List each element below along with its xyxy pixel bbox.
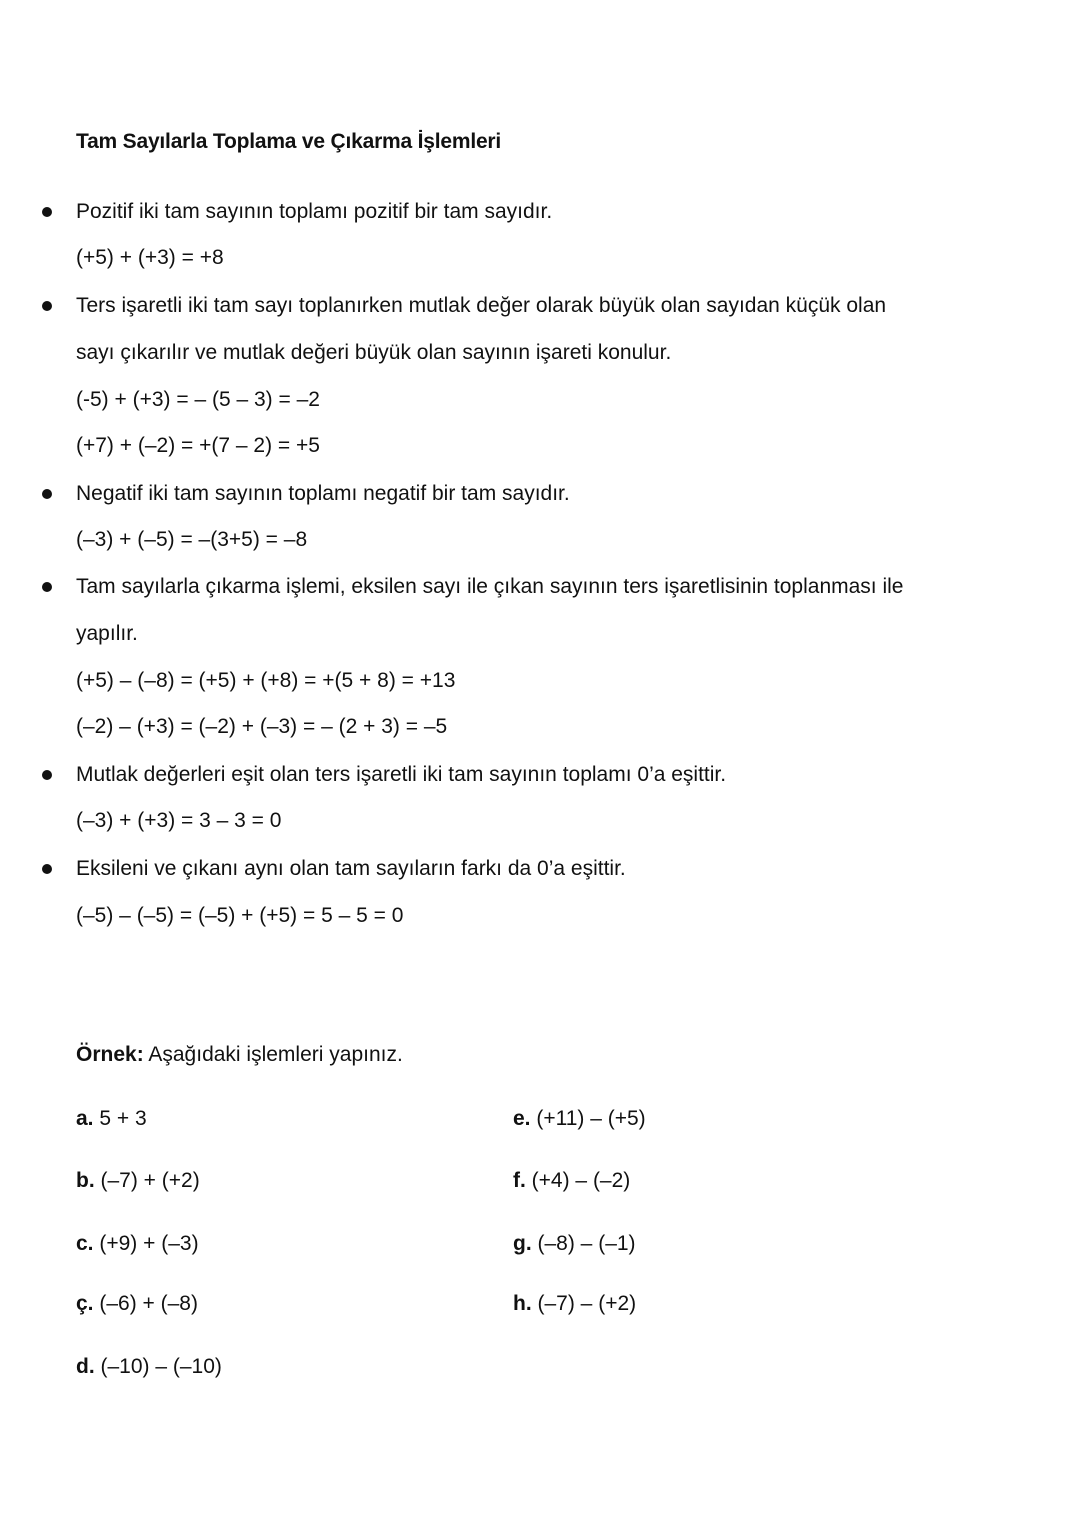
rule-text: yapılır. [76, 622, 138, 645]
exercise-letter: g. [513, 1232, 532, 1255]
exercise-expression: (+9) + (–3) [93, 1232, 199, 1255]
rule-example: (–2) – (+3) = (–2) + (–3) = – (2 + 3) = –5 [76, 715, 448, 738]
exercise-expression: (–6) + (–8) [93, 1292, 198, 1315]
rule-text: Mutlak değerleri eşit olan ters işaretli iki tam sayının toplamı 0’a eşittir. [76, 763, 727, 786]
rule-example: (–3) + (+3) = 3 – 3 = 0 [76, 809, 282, 832]
rule-text: sayı çıkarılır ve mutlak değeri büyük olan sayının işareti konulur. [76, 341, 672, 364]
page-title: Tam Sayılarla Toplama ve Çıkarma İşlemleri [76, 130, 502, 153]
exercise-expression: (–8) – (–1) [531, 1232, 636, 1255]
exercise-item [513, 1230, 636, 1258]
rule-example: (+5) + (+3) = +8 [76, 246, 224, 269]
exercise-expression: (–7) + (+2) [94, 1169, 200, 1192]
exercise-expression: (–7) – (+2) [531, 1292, 637, 1315]
rule-example: (+7) + (–2) = +(7 – 2) = +5 [76, 434, 320, 457]
bullet-icon [42, 582, 52, 592]
exercise-letter: d. [76, 1355, 95, 1378]
rule-text: Negatif iki tam sayının toplamı negatif bir tam sayıdır. [76, 482, 570, 505]
bullet-icon [42, 864, 52, 874]
exercise-item [76, 1290, 198, 1318]
rule-text: Pozitif iki tam sayının toplamı pozitif bir tam sayıdır. [76, 200, 553, 223]
bullet-icon [42, 770, 52, 780]
exercise-letter: e. [513, 1107, 531, 1130]
exercise-letter: b. [76, 1169, 95, 1192]
rule-example: (–3) + (–5) = –(3+5) = –8 [76, 528, 308, 551]
exercise-letter: f. [513, 1169, 526, 1192]
exercise-letter: h. [513, 1292, 532, 1315]
bullet-icon [42, 207, 52, 217]
exercise-item [513, 1167, 630, 1195]
example-instruction: Aşağıdaki işlemleri yapınız. [143, 1043, 403, 1066]
exercise-expression: (+4) – (–2) [525, 1169, 631, 1192]
rule-text: Ters işaretli iki tam sayı toplanırken mutlak değer olarak büyük olan sayıdan küçük olan [76, 294, 887, 317]
rule-text: Eksileni ve çıkanı aynı olan tam sayıların farkı da 0’a eşittir. [76, 857, 626, 880]
example-label: Örnek: [76, 1043, 144, 1066]
example-heading [76, 1041, 403, 1069]
exercise-item [76, 1167, 200, 1195]
exercise-item [513, 1105, 646, 1133]
bullet-icon [42, 301, 52, 311]
rule-text: Tam sayılarla çıkarma işlemi, eksilen sayı ile çıkan sayının ters işaretlisinin toplanması ile [76, 575, 904, 598]
exercise-item [76, 1105, 147, 1133]
exercise-letter: c. [76, 1232, 94, 1255]
exercise-letter: a. [76, 1107, 94, 1130]
exercise-expression: (+11) – (+5) [530, 1107, 646, 1130]
rule-example: (-5) + (+3) = – (5 – 3) = –2 [76, 388, 320, 411]
rule-example: (+5) – (–8) = (+5) + (+8) = +(5 + 8) = +13 [76, 669, 456, 692]
exercise-item [76, 1230, 199, 1258]
exercise-letter: ç. [76, 1292, 94, 1315]
exercise-item [76, 1353, 222, 1381]
exercise-expression: 5 + 3 [93, 1107, 147, 1130]
exercise-item [513, 1290, 636, 1318]
bullet-icon [42, 489, 52, 499]
exercise-expression: (–10) – (–10) [94, 1355, 222, 1378]
rule-example: (–5) – (–5) = (–5) + (+5) = 5 – 5 = 0 [76, 904, 404, 927]
